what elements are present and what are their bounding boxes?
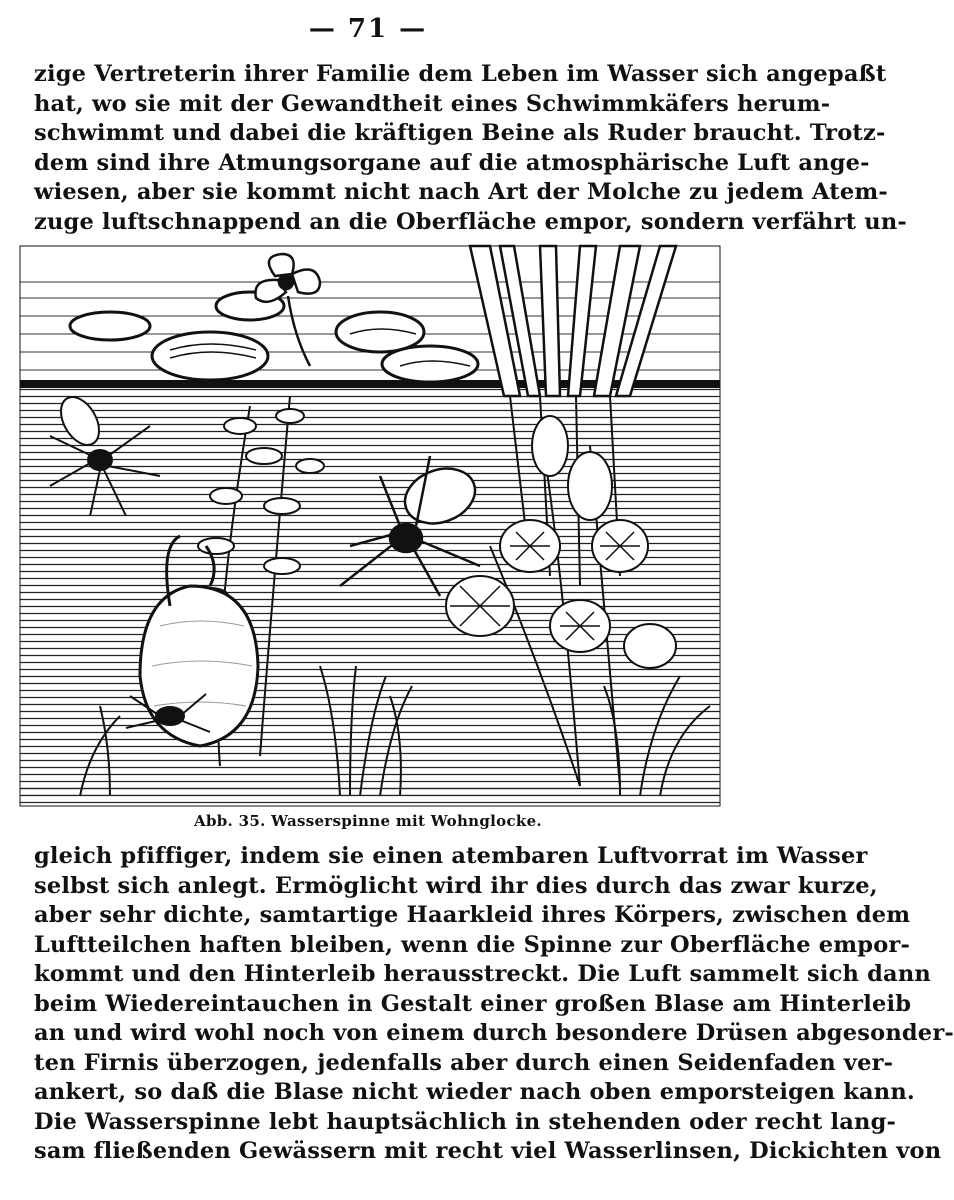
text-line: selbst sich anlegt. Ermöglicht wird ihr dies durch das zwar kurze, xyxy=(34,872,878,899)
text-line: zige Vertreterin ihrer Familie dem Leben im Wasser sich angepaßt xyxy=(34,61,887,87)
text-line: Luftteilchen haften bleiben, wenn die Spinne zur Oberfläche empor- xyxy=(34,931,911,958)
paragraph-top xyxy=(34,60,907,237)
text-line: Die Wasserspinne lebt hauptsächlich in stehenden oder recht lang- xyxy=(34,1108,897,1135)
text-line: dem sind ihre Atmungsorgane auf die atmosphärische Luft ange- xyxy=(34,149,870,176)
text-line: an und wird wohl noch von einem durch besondere Drüsen abgesonder- xyxy=(34,1020,954,1046)
text-line: ten Firnis überzogen, jedenfalls aber durch einen Seidenfaden ver- xyxy=(34,1049,894,1076)
text-line: gleich pfiffiger, indem sie einen atembaren Luftvorrat im Wasser xyxy=(34,843,868,869)
text-line: hat, wo sie mit der Gewandtheit eines Schwimmkäfers herum- xyxy=(34,90,831,117)
page-number: — 71 — xyxy=(308,14,428,44)
water-surface xyxy=(20,380,720,388)
text-line: wiesen, aber sie kommt nicht nach Art der Molche zu jedem Atem- xyxy=(34,179,888,205)
text-line: kommt und den Hinterleib herausstreckt. Die Luft sammelt sich dann xyxy=(34,961,931,987)
floating-leaves xyxy=(70,292,478,382)
text-line: aber sehr dichte, samtartige Haarkleid ihres Körpers, zwischen dem xyxy=(34,902,911,928)
text-line: ankert, so daß die Blase nicht wieder nach oben emporsteigen kann. xyxy=(34,1079,915,1105)
text-line: sam fließenden Gewässern mit recht viel Wasserlinsen, Dickichten von xyxy=(34,1138,942,1164)
figure-caption: Abb. 35. Wasserspinne mit Wohnglocke. xyxy=(194,812,542,830)
text-line: beim Wiedereintauchen in Gestalt einer großen Blase am Hinterleib xyxy=(34,990,912,1017)
paragraph-bottom xyxy=(34,842,954,1167)
water-spider-illustration xyxy=(20,246,720,806)
text-line: schwimmt und dabei die kräftigen Beine als Ruder braucht. Trotz- xyxy=(34,120,886,146)
text-line: zuge luftschnappend an die Oberfläche empor, sondern verfährt un- xyxy=(34,208,907,235)
reeds xyxy=(470,246,676,396)
